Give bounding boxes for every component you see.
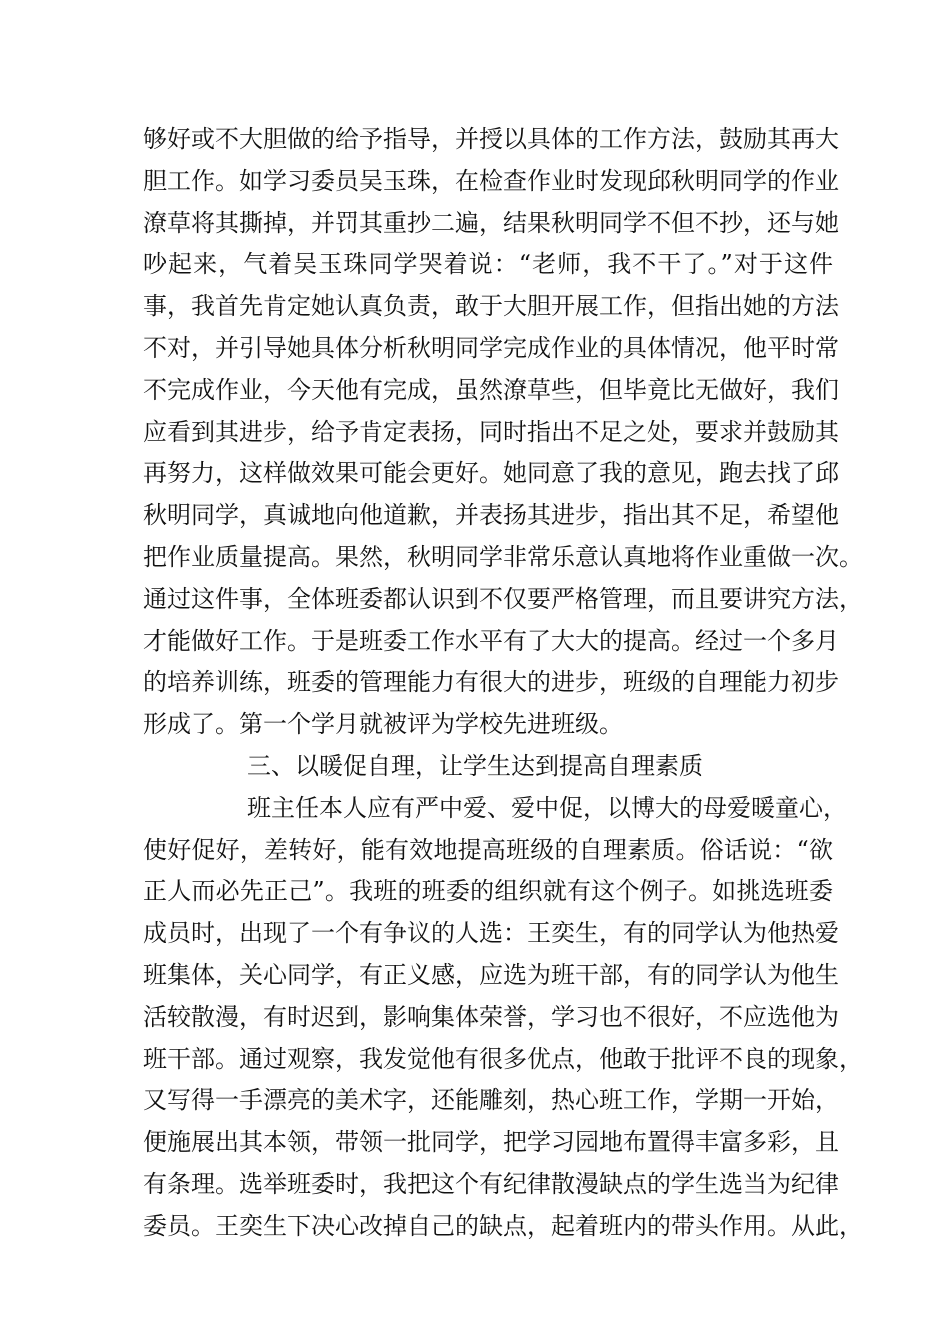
text-line: 通过这件事，全体班委都认识到不仅要严格管理，而且要讲究方法， <box>143 584 863 613</box>
text-line: 够好或不大胆做的给予指导，并授以具体的工作方法，鼓励其再大 <box>143 125 839 153</box>
section-heading: 三、以暖促自理，让学生达到提高自理素质 <box>247 751 703 780</box>
text-line: 胆工作。如学习委员吴玉珠，在检查作业时发现邱秋明同学的作业 <box>143 166 839 195</box>
text-line: 班干部。通过观察，我发觉他有很多优点，他敢于批评不良的现象， <box>143 1044 863 1073</box>
text-line: 的培养训练，班委的管理能力有很大的进步，班级的自理能力初步 <box>143 668 839 697</box>
text-line: 事，我首先肯定她认真负责，敢于大胆开展工作，但指出她的方法 <box>143 292 839 321</box>
text-line: 不对，并引导她具体分析秋明同学完成作业的具体情况，他平时常 <box>143 333 839 362</box>
text-line: 正人而必先正己”。我班的班委的组织就有这个例子。如挑选班委 <box>143 877 833 906</box>
text-line: 便施展出其本领，带领一批同学，把学习园地布置得丰富多彩，且 <box>143 1128 839 1157</box>
text-line: 活较散漫，有时迟到，影响集体荣誉，学习也不很好，不应选他为 <box>143 1002 839 1031</box>
text-line: 再努力，这样做效果可能会更好。她同意了我的意见，跑去找了邱 <box>143 459 839 488</box>
text-line: 秋明同学，真诚地向他道歉，并表扬其进步，指出其不足，希望他 <box>143 501 839 530</box>
text-line: 形成了。第一个学月就被评为学校先进班级。 <box>143 710 623 739</box>
paragraph-first-line: 班主任本人应有严中爱、爱中促，以博大的母爱暖童心， <box>247 793 847 822</box>
text-line: 应看到其进步，给予肯定表扬，同时指出不足之处，要求并鼓励其 <box>143 417 839 446</box>
text-line: 成员时，出现了一个有争议的人选：王奕生，有的同学认为他热爱 <box>143 919 839 948</box>
text-line: 把作业质量提高。果然，秋明同学非常乐意认真地将作业重做一次。 <box>143 542 863 571</box>
text-line: 有条理。选举班委时，我把这个有纪律散漫缺点的学生选当为纪律 <box>143 1169 839 1198</box>
body-text <box>143 119 863 1248</box>
text-line: 委员。王奕生下决心改掉自己的缺点，起着班内的带头作用。从此， <box>143 1211 863 1240</box>
text-line: 班集体，关心同学，有正义感，应选为班干部，有的同学认为他生 <box>143 960 839 989</box>
text-line: 又写得一手漂亮的美术字，还能雕刻，热心班工作，学期一开始， <box>143 1086 839 1115</box>
text-line: 才能做好工作。于是班委工作水平有了大大的提高。经过一个多月 <box>143 626 839 655</box>
text-line: 潦草将其撕掉，并罚其重抄二遍，结果秋明同学不但不抄，还与她 <box>143 208 839 237</box>
text-line: 吵起来，气着吴玉珠同学哭着说：“老师，我不干了。”对于这件 <box>143 250 833 279</box>
text-line: 不完成作业，今天他有完成，虽然潦草些，但毕竟比无做好，我们 <box>143 375 839 404</box>
text-line: 使好促好，差转好，能有效地提高班级的自理素质。俗话说：“欲 <box>143 835 833 864</box>
